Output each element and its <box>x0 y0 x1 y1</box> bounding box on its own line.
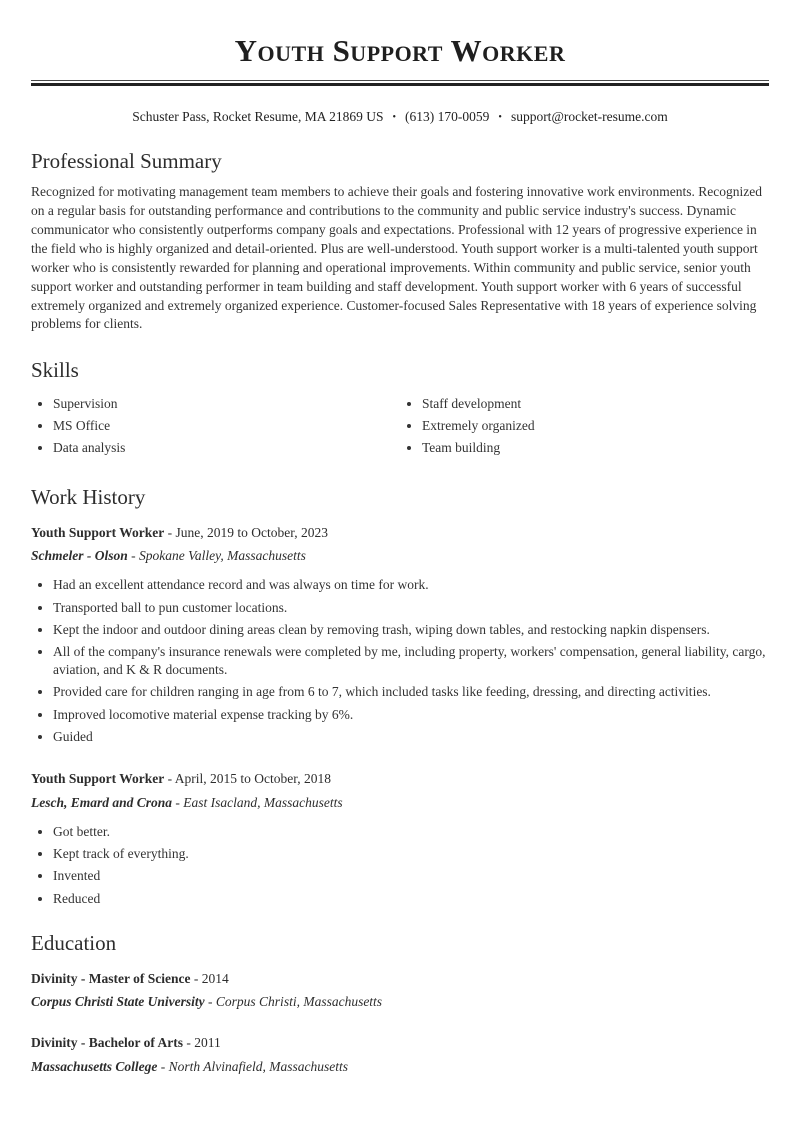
job-bullet: • Provided care for children ranging in age from 6 to 7, which included tasks like feeding, dressing, and directing activities. <box>53 683 769 701</box>
job-bullet: • Transported ball to pun customer locations. <box>53 599 769 617</box>
job-entry <box>31 770 769 908</box>
job-dates: - April, 2015 to October, 2018 <box>164 770 331 786</box>
job-company-line <box>31 547 769 566</box>
contact-address: Schuster Pass, Rocket Resume, MA 21869 US <box>132 109 384 125</box>
education-year: - 2014 <box>190 970 229 986</box>
skills-heading: Skills <box>31 358 79 383</box>
summary-paragraph: Recognized for motivating management team members to achieve their goals and fostering innovative work environments. Recognized on a regular basis for outstanding performance and contributions to the community and public service industry's success. Dynamic communicator who consistently outperforms company goals and expectations. Professional with 12 years of progressive experience in the field who is highly organized and detail-oriented. Plus are well-understood. Youth support worker is a multi-talented youth support worker who is consistently rewarded for planning and operational improvements. Within community and public service, senior youth support worker and outstanding performer in team building and staff development. Youth support worker with 6 years of successful extremely organized and extremely organized experience. Customer-focused Sales Representative with 18 years of experience solving problems for clients. <box>31 184 763 332</box>
contact-separator-dot: • <box>392 112 397 124</box>
job-location: - East Isacland, Massachusetts <box>172 794 343 810</box>
education-degree: Divinity - Bachelor of Arts <box>31 1035 183 1051</box>
summary-heading: Professional Summary <box>31 149 222 174</box>
work-history-heading: Work History <box>31 485 146 510</box>
section-professional-summary <box>31 149 769 334</box>
section-skills <box>31 358 769 461</box>
skills-columns <box>31 395 769 462</box>
education-school: Massachusetts College <box>31 1059 158 1075</box>
resume-header <box>31 34 769 125</box>
job-location: - Spokane Valley, Massachusetts <box>127 548 306 564</box>
job-dates: - June, 2019 to October, 2023 <box>164 524 328 540</box>
job-bullet: • Kept track of everything. <box>53 845 769 863</box>
education-school: Corpus Christi State University <box>31 994 205 1010</box>
job-entry <box>31 524 769 746</box>
skill-item: • Extremely organized <box>422 417 769 435</box>
contact-separator-dot: • <box>498 112 502 124</box>
job-title: Youth Support Worker <box>31 524 165 540</box>
skill-item: • Staff development <box>422 395 769 413</box>
job-bullet-list <box>31 576 769 746</box>
education-degree: Divinity - Master of Science <box>31 970 191 986</box>
education-degree-line <box>31 970 769 989</box>
job-bullet: • Got better. <box>53 823 769 841</box>
job-title-line <box>31 770 769 789</box>
job-bullet: • Had an excellent attendance record and was always on time for work. <box>53 576 769 594</box>
education-school-line <box>31 1058 769 1077</box>
job-title-line <box>31 524 769 543</box>
education-degree-line <box>31 1034 769 1053</box>
job-bullet: • Guided <box>53 728 769 746</box>
contact-line <box>31 109 769 125</box>
education-location: - North Alvinafield, Massachusetts <box>157 1059 349 1075</box>
education-school-line <box>31 993 769 1012</box>
skill-item: • MS Office <box>53 417 400 435</box>
contact-phone: (613) 170-0059 <box>405 109 490 125</box>
job-bullet: • Improved locomotive material expense tracking by 6%. <box>53 706 769 724</box>
job-bullet: • Reduced <box>53 890 769 908</box>
education-year: - 2011 <box>183 1035 221 1051</box>
job-bullet-list <box>31 823 769 908</box>
skill-item: • Supervision <box>53 395 400 413</box>
skills-column-right <box>400 395 769 462</box>
education-location: - Corpus Christi, Massachusetts <box>204 994 383 1010</box>
section-work-history <box>31 485 769 907</box>
contact-email: support@rocket-resume.com <box>510 109 668 125</box>
section-education <box>31 931 769 1077</box>
job-bullet: • Invented <box>53 867 769 885</box>
skill-item: • Team building <box>422 439 769 457</box>
job-company: Lesch, Emard and Crona <box>31 794 173 810</box>
skill-item: • Data analysis <box>53 439 400 457</box>
job-bullet: • All of the company's insurance renewals were completed by me, including property, workers' compensation, general liability, cargo, aviation, and K & R documents. <box>53 643 769 679</box>
job-company: Schmeler - Olson <box>31 548 128 564</box>
skills-column-left <box>31 395 400 462</box>
job-title: Youth Support Worker <box>31 770 165 786</box>
education-entry <box>31 1034 769 1077</box>
education-heading: Education <box>31 931 117 956</box>
job-bullet: • Kept the indoor and outdoor dining areas clean by removing trash, wiping down tables, and restocking napkin dispensers. <box>53 621 769 639</box>
job-company-line <box>31 794 769 813</box>
resume-title: Youth Support Worker <box>234 33 566 68</box>
header-divider-rule <box>31 80 769 86</box>
education-entry <box>31 970 769 1013</box>
